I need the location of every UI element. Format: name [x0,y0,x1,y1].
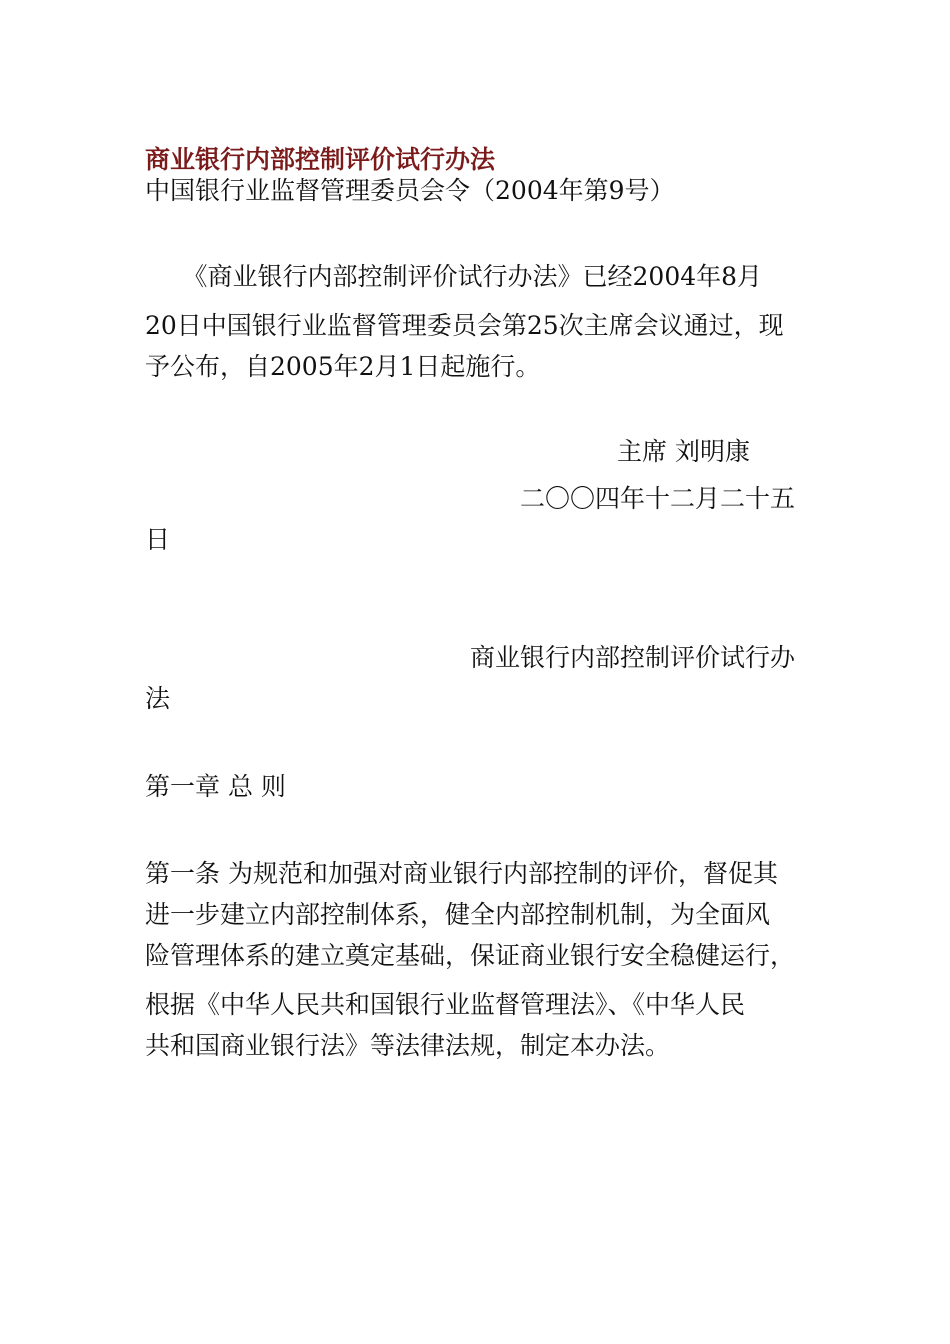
regulation-title-continuation: 法 [145,684,171,713]
document-title: 商业银行内部控制评价试行办法 [145,145,496,174]
regulation-title: 商业银行内部控制评价试行办 [469,643,795,672]
date-line: 二〇〇四年十二月二十五 [519,484,795,513]
chapter-heading: 第一章 总 则 [145,772,286,801]
signature: 主席 刘明康 [617,437,750,466]
article-line: 共和国商业银行法》等法律法规，制定本办法。 [145,1031,671,1060]
preamble-line: 20日中国银行业监督管理委员会第25次主席会议通过，现 [145,311,784,340]
article-line: 险管理体系的建立奠定基础，保证商业银行安全稳健运行， [145,941,796,970]
article-line: 进一步建立内部控制体系，健全内部控制机制，为全面风 [145,900,771,929]
document-subtitle: 中国银行业监督管理委员会令（2004年第9号） [145,176,675,205]
date-line-continuation: 日 [145,525,171,554]
article-line: 第一条 为规范和加强对商业银行内部控制的评价，督促其 [145,859,778,888]
preamble-line: 予公布，自2005年2月1日起施行。 [145,352,541,381]
preamble-line: 《商业银行内部控制评价试行办法》已经2004年8月 [145,262,763,291]
article-line: 根据《中华人民共和国银行业监督管理法》、《中华人民 [145,990,746,1019]
